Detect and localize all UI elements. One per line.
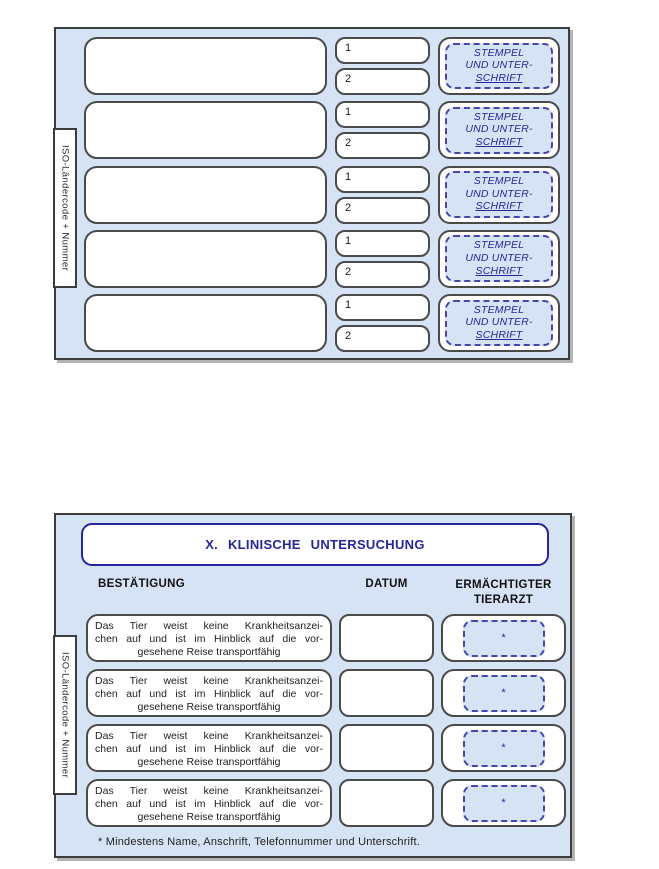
exam-statement-line2: chen auf und ist im Hinblick auf die vor- — [95, 798, 323, 811]
vet-asterisk: * — [501, 632, 506, 644]
field-1[interactable] — [335, 294, 430, 321]
entry-field[interactable] — [84, 37, 327, 95]
column-headers — [86, 578, 566, 608]
field-1[interactable] — [335, 37, 430, 64]
exam-row — [86, 724, 566, 772]
stamp-text-line2: UND UNTER- — [465, 187, 533, 200]
exam-row — [86, 614, 566, 662]
date-field[interactable] — [339, 614, 434, 662]
field-2-label: 2 — [345, 201, 352, 214]
exam-statement-line1: Das Tier weist keine Krankheitsanzei- — [95, 675, 323, 687]
field-2-label: 2 — [345, 330, 352, 342]
exam-statement — [86, 779, 332, 827]
date-field[interactable] — [339, 779, 434, 827]
stamp-text-line3: SCHRIFT — [475, 200, 523, 213]
stamp-signature-box[interactable] — [438, 37, 560, 95]
entry-field[interactable] — [84, 101, 327, 159]
stamp-text-line3: SCHRIFT — [475, 71, 523, 84]
exam-statement-line1: Das Tier weist keine Krankheitsanzei- — [95, 730, 323, 742]
section-title-box — [81, 523, 549, 566]
iso-code-tab-label: ISO-Ländercode + Nummer — [59, 651, 71, 779]
stamp-signature-box[interactable] — [438, 294, 560, 352]
numbered-fields — [335, 230, 430, 288]
entry-field[interactable] — [84, 166, 327, 224]
iso-code-side-tab — [53, 635, 77, 795]
field-1[interactable] — [335, 166, 430, 193]
stamp-entries-panel — [54, 27, 570, 360]
stamp-text-line3: SCHRIFT — [475, 264, 523, 277]
exam-statement-line2: chen auf und ist im Hinblick auf die vor- — [95, 688, 323, 701]
vet-signature-box[interactable] — [441, 669, 566, 717]
exam-statement — [86, 614, 332, 662]
stamp-text-line3: SCHRIFT — [475, 328, 523, 341]
stamp-dashed-area[interactable] — [445, 43, 553, 90]
header-authorised-vet — [441, 578, 566, 608]
vet-dashed-area[interactable] — [463, 730, 545, 767]
stamp-row — [84, 166, 563, 224]
stamp-text-line1: STEMPEL — [473, 303, 525, 316]
footnote: * Mindestens Name, Anschrift, Telefonnummer und Unterschrift. — [98, 836, 420, 848]
header-vet-line1: ERMÄCHTIGTER — [455, 579, 552, 591]
section-title: X. KLINISCHE UNTERSUCHUNG — [205, 537, 425, 552]
stamp-dashed-area[interactable] — [445, 235, 553, 282]
stamp-text-line2: UND UNTER- — [465, 59, 533, 72]
vet-asterisk: * — [501, 687, 506, 699]
stamp-dashed-area[interactable] — [445, 107, 553, 154]
header-date: DATUM — [365, 578, 408, 590]
stamp-row — [84, 101, 563, 159]
stamp-signature-box[interactable] — [438, 230, 560, 288]
stamp-text-line2: UND UNTER- — [465, 251, 533, 264]
exam-statement — [86, 669, 332, 717]
iso-code-side-tab — [53, 128, 77, 288]
exam-statement-line2: chen auf und ist im Hinblick auf die vor- — [95, 633, 323, 646]
numbered-fields — [335, 294, 430, 352]
exam-statement-line2: chen auf und ist im Hinblick auf die vor- — [95, 743, 323, 756]
field-2[interactable] — [335, 68, 430, 95]
vet-dashed-area[interactable] — [463, 785, 545, 822]
field-1-label: 1 — [345, 299, 352, 311]
vet-signature-box[interactable] — [441, 724, 566, 772]
numbered-fields — [335, 166, 430, 224]
date-field[interactable] — [339, 724, 434, 772]
stamp-rows — [56, 29, 568, 358]
vet-asterisk: * — [501, 742, 506, 754]
numbered-fields — [335, 101, 430, 159]
exam-rows — [86, 614, 566, 827]
field-2-label: 2 — [345, 265, 352, 278]
clinical-examination-panel — [54, 513, 572, 858]
stamp-text-line3: SCHRIFT — [475, 136, 523, 149]
vet-signature-box[interactable] — [441, 779, 566, 827]
field-2-label: 2 — [345, 137, 352, 150]
exam-statement-line3: gesehene Reise transportfähig — [137, 701, 281, 714]
iso-code-tab-label: ISO-Ländercode + Nummer — [59, 144, 71, 272]
entry-field[interactable] — [84, 230, 327, 288]
date-field[interactable] — [339, 669, 434, 717]
exam-statement-line3: gesehene Reise transportfähig — [137, 646, 281, 659]
field-1[interactable] — [335, 101, 430, 128]
stamp-dashed-area[interactable] — [445, 171, 553, 218]
stamp-signature-box[interactable] — [438, 166, 560, 224]
vet-dashed-area[interactable] — [463, 675, 545, 712]
header-confirmation: BESTÄTIGUNG — [98, 578, 185, 590]
field-1-label: 1 — [345, 234, 352, 247]
field-2[interactable] — [335, 132, 430, 159]
stamp-row — [84, 230, 563, 288]
vet-asterisk: * — [501, 797, 506, 809]
stamp-signature-box[interactable] — [438, 101, 560, 159]
exam-row — [86, 669, 566, 717]
field-2-label: 2 — [345, 73, 352, 85]
stamp-text-line1: STEMPEL — [473, 110, 525, 123]
field-1-label: 1 — [345, 106, 352, 119]
field-1[interactable] — [335, 230, 430, 257]
stamp-text-line2: UND UNTER- — [465, 316, 533, 329]
stamp-text-line2: UND UNTER- — [465, 123, 533, 136]
header-vet-line2: TIERARZT — [473, 593, 534, 606]
field-2[interactable] — [335, 197, 430, 224]
stamp-row — [84, 37, 563, 95]
entry-field[interactable] — [84, 294, 327, 352]
exam-statement — [86, 724, 332, 772]
field-1-label: 1 — [345, 170, 352, 183]
stamp-row — [84, 294, 563, 352]
vet-signature-box[interactable] — [441, 614, 566, 662]
field-2[interactable] — [335, 325, 430, 352]
exam-statement-line3: gesehene Reise transportfähig — [137, 756, 281, 769]
exam-statement-line1: Das Tier weist keine Krankheitsanzei- — [95, 620, 323, 632]
exam-statement-line3: gesehene Reise transportfähig — [137, 811, 281, 824]
numbered-fields — [335, 37, 430, 95]
stamp-dashed-area[interactable] — [445, 300, 553, 347]
field-1-label: 1 — [345, 42, 352, 54]
stamp-text-line1: STEMPEL — [473, 239, 525, 252]
stamp-text-line1: STEMPEL — [473, 175, 525, 188]
stamp-text-line1: STEMPEL — [473, 46, 525, 59]
vet-dashed-area[interactable] — [463, 620, 545, 657]
field-2[interactable] — [335, 261, 430, 288]
exam-statement-line1: Das Tier weist keine Krankheitsanzei- — [95, 785, 323, 797]
exam-row — [86, 779, 566, 827]
